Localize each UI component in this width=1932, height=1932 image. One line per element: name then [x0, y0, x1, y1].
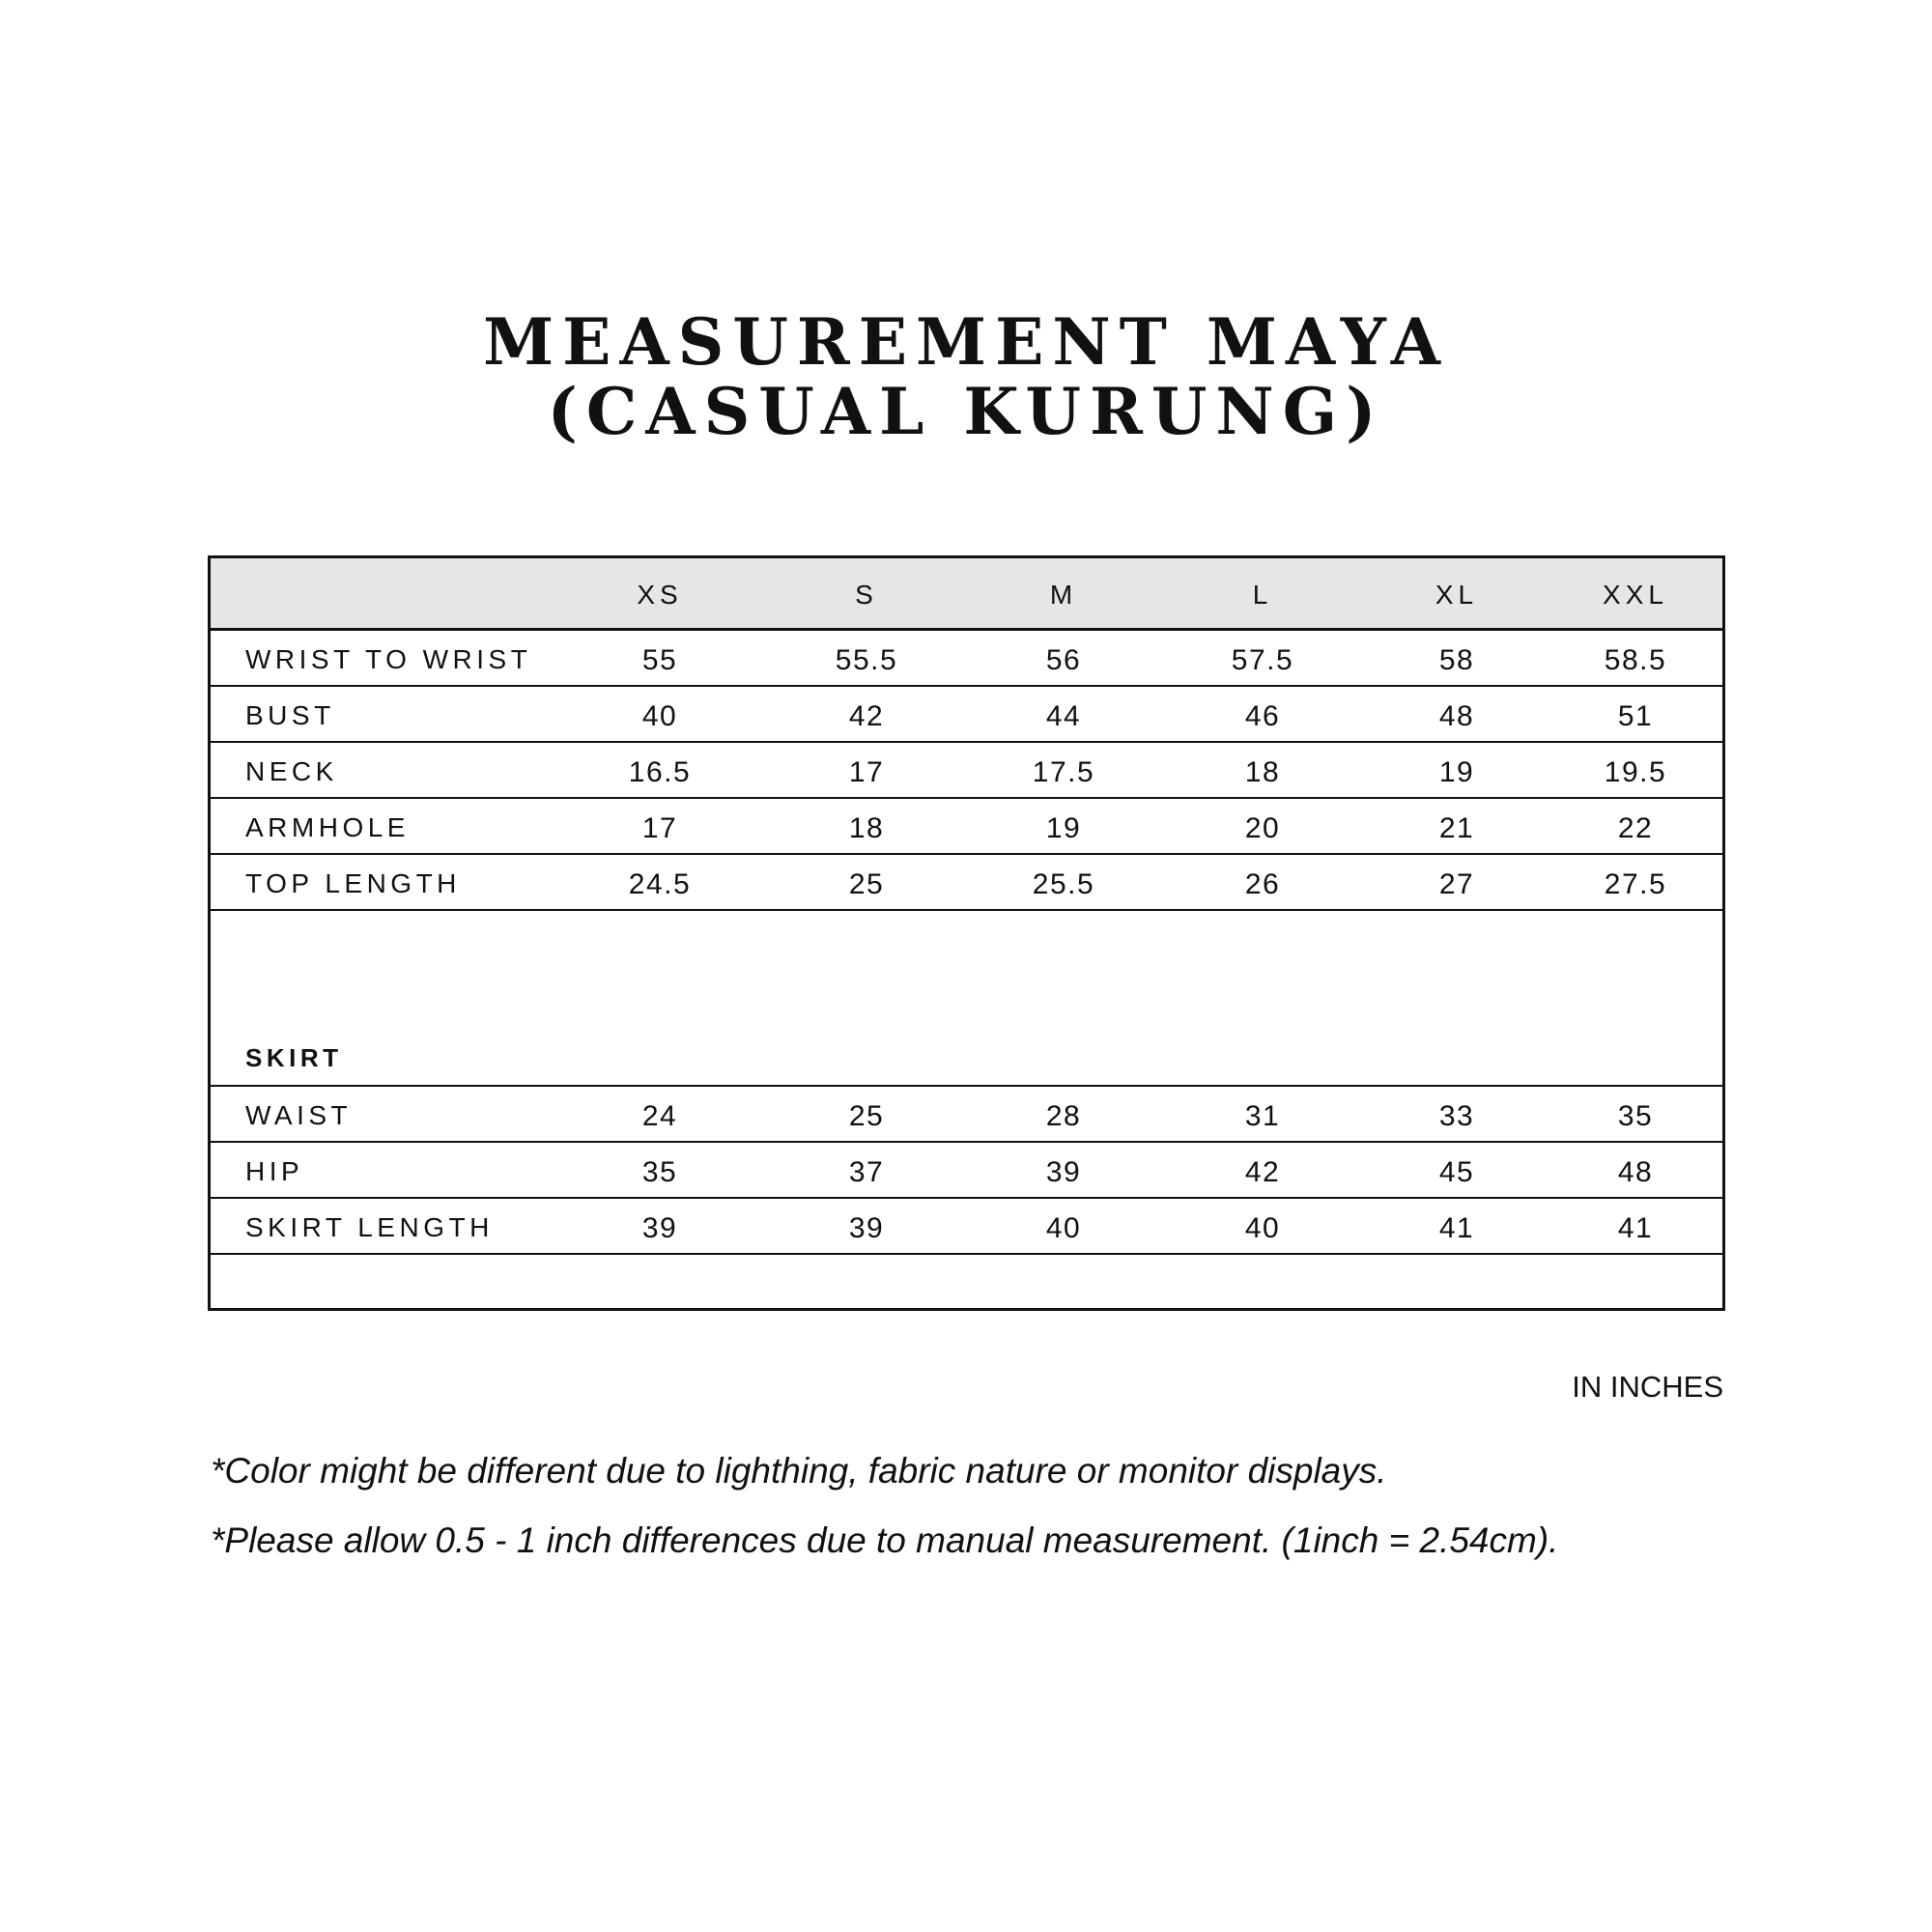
row-label: WAIST — [245, 1100, 353, 1130]
table-row — [211, 631, 1722, 687]
table-cell: 18 — [1244, 756, 1281, 788]
table-cell: 27.5 — [1604, 868, 1667, 900]
table-row — [211, 799, 1722, 855]
section-heading: SKIRT — [245, 1043, 343, 1072]
table-header-row — [211, 558, 1722, 631]
table-cell: 27 — [1438, 868, 1475, 900]
table-cell: 17 — [641, 812, 678, 844]
row-label: BUST — [245, 700, 335, 730]
title-line-1: MEASUREMENT MAYA — [483, 304, 1449, 380]
table-cell: 58 — [1438, 644, 1475, 676]
table-cell: 45 — [1438, 1156, 1475, 1188]
table-empty-row — [211, 1255, 1722, 1308]
table-cell: 25 — [848, 868, 885, 900]
table-cell: 51 — [1617, 700, 1654, 732]
table-row — [211, 743, 1722, 799]
table-row — [211, 1143, 1722, 1199]
size-header-xxl: XXL — [1603, 580, 1668, 610]
measurement-disclaimer: *Please allow 0.5 - 1 inch differences due to manual measurement. (1inch = 2.54cm). — [211, 1520, 1559, 1560]
table-cell: 39 — [848, 1212, 885, 1244]
table-cell: 37 — [848, 1156, 885, 1188]
table-cell: 28 — [1045, 1100, 1082, 1132]
table-cell: 39 — [1045, 1156, 1082, 1188]
table-cell: 35 — [1617, 1100, 1654, 1132]
table-cell: 39 — [641, 1212, 678, 1244]
table-cell: 57.5 — [1231, 644, 1294, 676]
table-cell: 17 — [848, 756, 885, 788]
title-line-2: (CASUAL KURUNG) — [547, 374, 1385, 449]
table-cell: 22 — [1617, 812, 1654, 844]
size-header-m: M — [1049, 580, 1078, 610]
table-cell: 41 — [1617, 1212, 1654, 1244]
row-label: HIP — [245, 1156, 304, 1186]
table-cell: 17.5 — [1032, 756, 1095, 788]
row-label: ARMHOLE — [245, 812, 410, 842]
table-row — [211, 1087, 1722, 1143]
table-cell: 46 — [1244, 700, 1281, 732]
table-cell: 44 — [1045, 700, 1082, 732]
table-row — [211, 855, 1722, 911]
table-cell: 25.5 — [1032, 868, 1095, 900]
table-cell: 56 — [1045, 644, 1082, 676]
table-cell: 19 — [1045, 812, 1082, 844]
table-cell: 48 — [1617, 1156, 1654, 1188]
table-cell: 40 — [641, 700, 678, 732]
row-label: NECK — [245, 756, 338, 786]
size-header-l: L — [1252, 580, 1273, 610]
table-cell: 31 — [1244, 1100, 1281, 1132]
table-cell: 25 — [848, 1100, 885, 1132]
skirt-section-row — [211, 911, 1722, 1087]
table-cell: 21 — [1438, 812, 1475, 844]
page-title — [0, 304, 1932, 449]
size-header-xl: XL — [1435, 580, 1479, 610]
table-cell: 35 — [641, 1156, 678, 1188]
table-cell: 18 — [848, 812, 885, 844]
table-cell: 40 — [1244, 1212, 1281, 1244]
table-cell: 20 — [1244, 812, 1281, 844]
table-cell: 55 — [641, 644, 678, 676]
size-header-xs: XS — [637, 580, 683, 610]
table-cell: 24 — [641, 1100, 678, 1132]
table-cell: 42 — [848, 700, 885, 732]
table-cell: 40 — [1045, 1212, 1082, 1244]
size-header-s: S — [855, 580, 878, 610]
table-cell: 41 — [1438, 1212, 1475, 1244]
table-cell: 48 — [1438, 700, 1475, 732]
row-label: WRIST TO WRIST — [245, 644, 532, 674]
unit-note: IN INCHES — [1572, 1370, 1723, 1404]
table-cell: 55.5 — [835, 644, 898, 676]
row-label: SKIRT LENGTH — [245, 1212, 494, 1242]
table-cell: 24.5 — [628, 868, 692, 900]
color-disclaimer: *Color might be different due to lighthing, fabric nature or monitor displays. — [211, 1451, 1387, 1491]
table-row — [211, 1199, 1722, 1255]
table-cell: 26 — [1244, 868, 1281, 900]
table-cell: 58.5 — [1604, 644, 1667, 676]
table-cell: 16.5 — [628, 756, 692, 788]
table-cell: 19 — [1438, 756, 1475, 788]
row-label: TOP LENGTH — [245, 868, 461, 898]
table-row — [211, 687, 1722, 743]
table-cell: 42 — [1244, 1156, 1281, 1188]
table-cell: 33 — [1438, 1100, 1475, 1132]
table-cell: 19.5 — [1604, 756, 1667, 788]
size-chart-table — [208, 555, 1725, 1311]
